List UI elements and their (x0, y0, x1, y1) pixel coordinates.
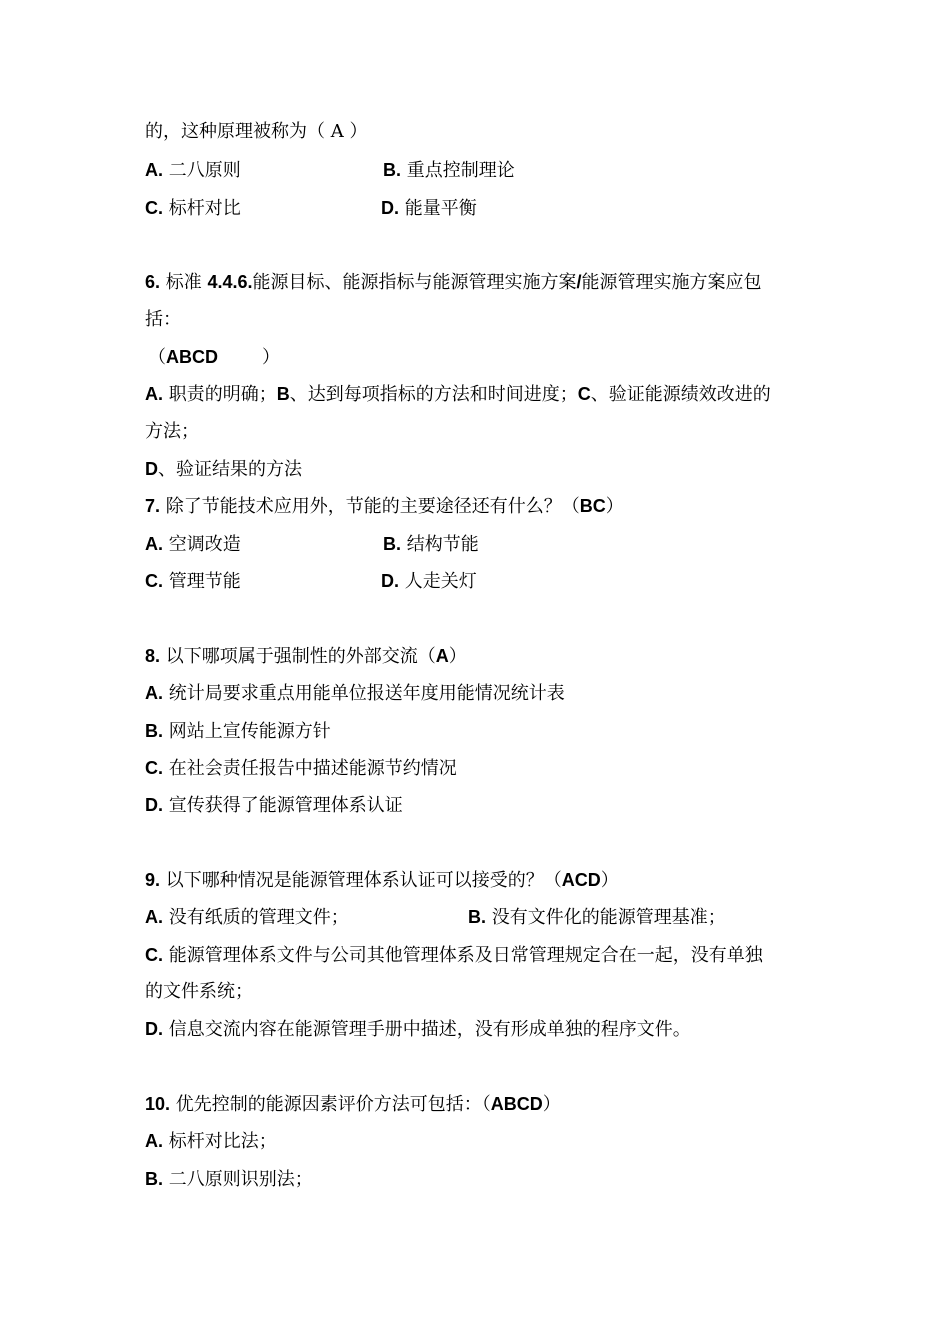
q8-option-c: C. 在社会责任报告中描述能源节约情况 (145, 758, 457, 779)
q7-option-a: A. 空调改造 (145, 534, 241, 555)
q6-stem: 6. 标准 4.4.6.能源目标、能源指标与能源管理实施方案/能源管理实施方案应包 (145, 272, 762, 293)
q9-option-b: B. 没有文件化的能源管理基准； (468, 907, 726, 928)
q8-option-a: A. 统计局要求重点用能单位报送年度用能情况统计表 (145, 683, 565, 704)
q5-option-a: A. 二八原则 (145, 160, 241, 181)
q7-option-b: B. 结构节能 (383, 534, 479, 555)
q5-stem-tail: 的，这种原理被称为（ A ） (145, 121, 368, 142)
q8-stem: 8. 以下哪项属于强制性的外部交流（A） (145, 646, 467, 667)
q9-option-c-line2: 的文件系统； (145, 981, 253, 1002)
q7-option-c: C. 管理节能 (145, 571, 241, 592)
q9-option-a: A. 没有纸质的管理文件； (145, 907, 349, 928)
q6-option-d: D、验证结果的方法 (145, 459, 302, 480)
q6-stem-line2: 括： (145, 309, 181, 330)
q5-option-c: C. 标杆对比 (145, 198, 241, 219)
q7-option-d: D. 人走关灯 (381, 571, 477, 592)
q7-stem: 7. 除了节能技术应用外，节能的主要途径还有什么？（BC） (145, 496, 624, 517)
q9-stem: 9. 以下哪种情况是能源管理体系认证可以接受的？（ACD） (145, 870, 619, 891)
q5-option-b: B. 重点控制理论 (383, 160, 515, 181)
q8-option-b: B. 网站上宣传能源方针 (145, 721, 331, 742)
q9-option-d: D. 信息交流内容在能源管理手册中描述，没有形成单独的程序文件。 (145, 1019, 691, 1040)
q6-options-line2: 方法； (145, 421, 199, 442)
q8-option-d: D. 宣传获得了能源管理体系认证 (145, 795, 403, 816)
q6-answer: （ABCD ） (148, 347, 280, 368)
q6-options: A. 职责的明确；B、达到每项指标的方法和时间进度；C、验证能源绩效改进的 (145, 384, 771, 405)
q10-option-a: A. 标杆对比法； (145, 1131, 277, 1152)
q10-option-b: B. 二八原则识别法； (145, 1169, 313, 1190)
q10-stem: 10. 优先控制的能源因素评价方法可包括：（ABCD） (145, 1094, 561, 1115)
q5-option-d: D. 能量平衡 (381, 198, 477, 219)
q9-option-c: C. 能源管理体系文件与公司其他管理体系及日常管理规定合在一起，没有单独 (145, 945, 763, 966)
